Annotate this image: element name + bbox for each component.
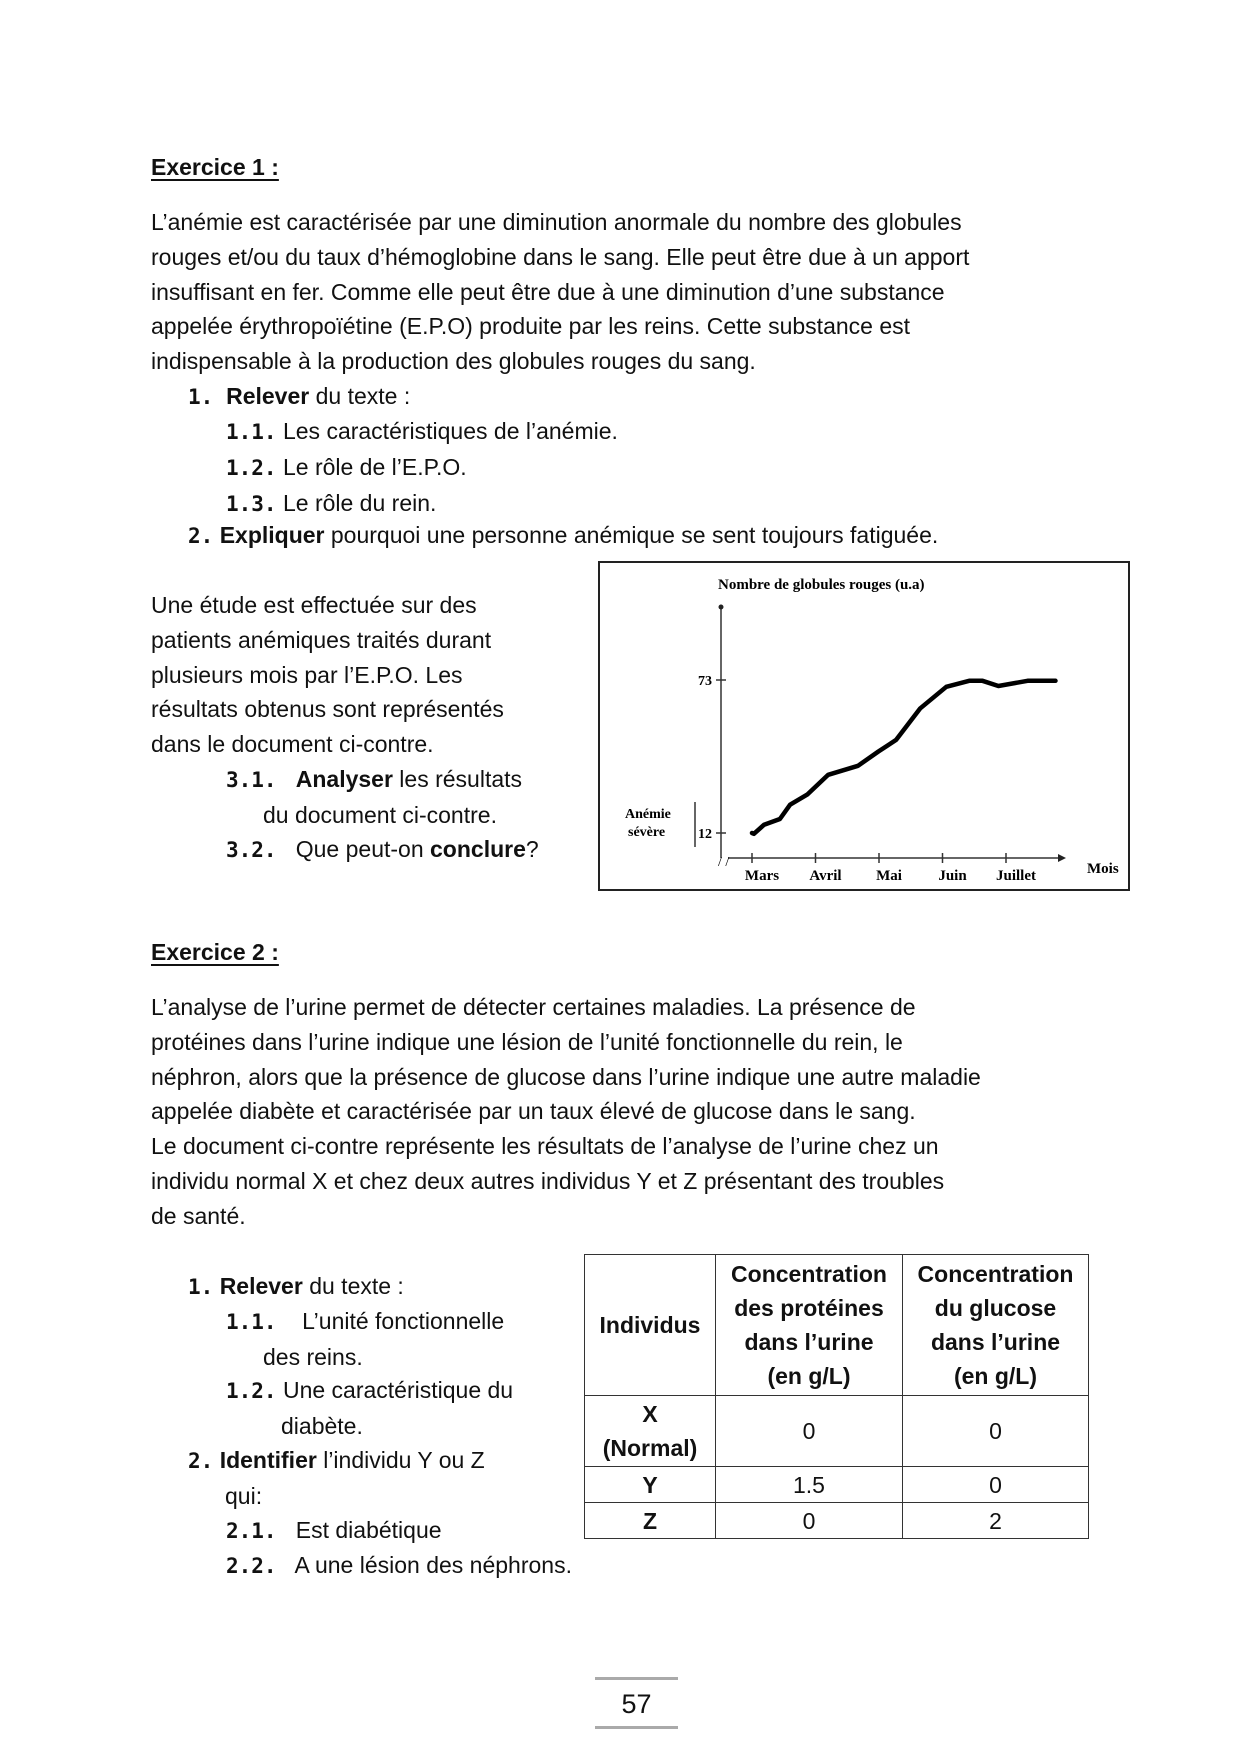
urine-analysis-table bbox=[584, 1254, 1089, 1539]
header-text: du glucose bbox=[934, 1295, 1057, 1321]
question-number: 1. bbox=[188, 1275, 214, 1299]
question-text: L’unité fonctionnelle bbox=[302, 1308, 505, 1334]
annotation-line-2: sévère bbox=[628, 825, 666, 840]
question-text: l’individu Y ou Z bbox=[316, 1447, 485, 1473]
table-row bbox=[585, 1396, 1089, 1467]
ex2-question-1 bbox=[188, 1269, 404, 1305]
question-number: 2. bbox=[188, 1449, 214, 1473]
ex2-question-2-1 bbox=[226, 1513, 442, 1549]
question-text: les résultats bbox=[392, 766, 523, 792]
individual-label: X bbox=[642, 1401, 658, 1427]
individual-cell: Y bbox=[585, 1467, 716, 1503]
x-tick-label: Mai bbox=[876, 868, 902, 884]
question-verb: Relever bbox=[226, 383, 310, 409]
y-tick-label: 12 bbox=[698, 827, 712, 842]
question-number: 1. bbox=[188, 385, 214, 409]
page-number: 57 bbox=[621, 1689, 652, 1719]
y-axis-arrow bbox=[719, 605, 724, 610]
question-text-cont: des reins. bbox=[263, 1343, 363, 1370]
question-text: Le rôle de l’E.P.O. bbox=[276, 453, 467, 480]
header-text: Concentration bbox=[731, 1261, 887, 1287]
paragraph-line: individu normal X et chez deux autres individus Y et Z présentant des troubles bbox=[151, 1167, 945, 1194]
question-number: 2.2. bbox=[226, 1554, 277, 1578]
paragraph-line: dans le document ci-contre. bbox=[151, 731, 434, 758]
individual-cell bbox=[585, 1396, 716, 1467]
glucose-cell: 0 bbox=[903, 1467, 1089, 1503]
x-tick-label: Mars bbox=[744, 868, 780, 884]
paragraph-line: patients anémiques traités durant bbox=[151, 626, 492, 653]
header-proteins bbox=[716, 1255, 903, 1396]
question-number: 3.2. bbox=[226, 838, 277, 862]
paragraph-line: L’anémie est caractérisée par une diminution anormale du nombre des globules bbox=[151, 209, 962, 235]
page-number-bottom-rule bbox=[595, 1726, 678, 1729]
question-number: 2.1. bbox=[226, 1519, 277, 1543]
question-number: 1.1. bbox=[226, 1310, 277, 1334]
ex2-question-1-2 bbox=[226, 1373, 513, 1444]
header-text: des protéines bbox=[734, 1295, 884, 1321]
ex2-question-2 bbox=[188, 1443, 485, 1514]
paragraph-line: de santé. bbox=[151, 1202, 246, 1229]
paragraph-line: néphron, alors que la présence de glucose dans l’urine indique une autre maladie bbox=[151, 1063, 981, 1090]
header-text: Individus bbox=[599, 1312, 701, 1338]
question-number: 2. bbox=[188, 524, 214, 548]
question-verb: Identifier bbox=[219, 1447, 317, 1473]
x-axis-arrow bbox=[1058, 854, 1066, 862]
paragraph-line: L’analyse de l’urine permet de détecter certaines maladies. La présence de bbox=[151, 994, 916, 1020]
question-text: Une caractéristique du bbox=[276, 1377, 514, 1403]
x-tick-label: Avril bbox=[809, 868, 842, 884]
question-verb: Analyser bbox=[295, 766, 393, 792]
question-text: Le rôle du rein. bbox=[276, 489, 437, 516]
paragraph-line: Le document ci-contre représente les résultats de l’analyse de l’urine chez un bbox=[151, 1133, 939, 1160]
question-text: du texte : bbox=[309, 383, 411, 409]
paragraph-line: indispensable à la production des globules rouges du sang. bbox=[151, 348, 756, 375]
question-verb: Expliquer bbox=[219, 522, 325, 548]
question-text-cont: du document ci-contre. bbox=[263, 801, 497, 828]
glucose-cell: 0 bbox=[903, 1396, 1089, 1467]
ex2-question-2-2 bbox=[226, 1548, 572, 1584]
proteins-cell: 1.5 bbox=[716, 1467, 903, 1503]
question-text: ? bbox=[525, 836, 539, 862]
x-axis-label: Mois bbox=[1087, 861, 1119, 877]
question-text: du texte : bbox=[302, 1273, 404, 1299]
question-text: Est diabétique bbox=[295, 1517, 442, 1543]
table-row bbox=[585, 1467, 1089, 1503]
exercise-2-paragraph bbox=[151, 990, 981, 1234]
x-tick-label: Juillet bbox=[996, 868, 1036, 884]
header-individus bbox=[585, 1255, 716, 1396]
question-number: 1.3. bbox=[226, 491, 277, 516]
chart-frame bbox=[599, 562, 1129, 890]
series-line bbox=[752, 681, 1056, 834]
question-verb: Relever bbox=[219, 1273, 303, 1299]
x-tick-label: Juin bbox=[938, 868, 967, 884]
annotation-line-1: Anémie bbox=[625, 807, 671, 822]
question-number: 3.1. bbox=[226, 768, 277, 792]
header-text: Concentration bbox=[917, 1261, 1074, 1287]
question-verb: conclure bbox=[430, 836, 526, 862]
question-number: 1.2. bbox=[226, 455, 277, 480]
individual-sublabel: (Normal) bbox=[602, 1435, 698, 1461]
paragraph-line: protéines dans l’urine indique une lésion de l’unité fonctionnelle du rein, le bbox=[151, 1028, 903, 1055]
proteins-cell: 0 bbox=[716, 1503, 903, 1539]
question-text-cont: diabète. bbox=[281, 1412, 363, 1439]
y-tick-label: 73 bbox=[698, 674, 712, 689]
paragraph-line: résultats obtenus sont représentés bbox=[151, 696, 504, 723]
glucose-cell: 2 bbox=[903, 1503, 1089, 1539]
question-text: A une lésion des néphrons. bbox=[294, 1552, 572, 1578]
question-text: pourquoi une personne anémique se sent toujours fatiguée. bbox=[324, 522, 939, 548]
page-number-top-rule bbox=[595, 1677, 678, 1680]
paragraph-line: insuffisant en fer. Comme elle peut être due à une diminution d’une substance bbox=[151, 278, 945, 305]
ex2-question-1-1 bbox=[226, 1304, 504, 1375]
header-text: (en g/L) bbox=[953, 1363, 1038, 1389]
axis-break: / / bbox=[718, 855, 730, 870]
header-text: dans l’urine bbox=[930, 1329, 1061, 1355]
header-glucose bbox=[903, 1255, 1089, 1396]
individual-cell: Z bbox=[585, 1503, 716, 1539]
question-text-cont: qui: bbox=[225, 1482, 263, 1509]
paragraph-line: appelée érythropoïétine (E.P.O) produite par les reins. Cette substance est bbox=[151, 313, 911, 340]
paragraph-line: plusieurs mois par l’E.P.O. Les bbox=[151, 661, 463, 688]
question-text: Que peut-on bbox=[295, 836, 431, 862]
table-header-row bbox=[585, 1255, 1089, 1396]
question-number: 1.2. bbox=[226, 1379, 277, 1403]
proteins-cell: 0 bbox=[716, 1396, 903, 1467]
paragraph-line: rouges et/ou du taux d’hémoglobine dans le sang. Elle peut être due à un apport bbox=[151, 243, 970, 270]
question-text: Les caractéristiques de l’anémie. bbox=[276, 418, 618, 444]
header-text: (en g/L) bbox=[767, 1363, 851, 1389]
exercise-2-title: Exercice 2 : bbox=[151, 939, 279, 965]
chart-title: Nombre de globules rouges (u.a) bbox=[718, 577, 925, 593]
paragraph-line: Une étude est effectuée sur des bbox=[151, 592, 477, 618]
exercise-1-title: Exercice 1 : bbox=[151, 154, 279, 180]
paragraph-line: appelée diabète et caractérisée par un taux élevé de glucose dans le sang. bbox=[151, 1098, 916, 1125]
header-text: dans l’urine bbox=[744, 1329, 874, 1355]
table-row bbox=[585, 1503, 1089, 1539]
question-number: 1.1. bbox=[226, 420, 277, 444]
